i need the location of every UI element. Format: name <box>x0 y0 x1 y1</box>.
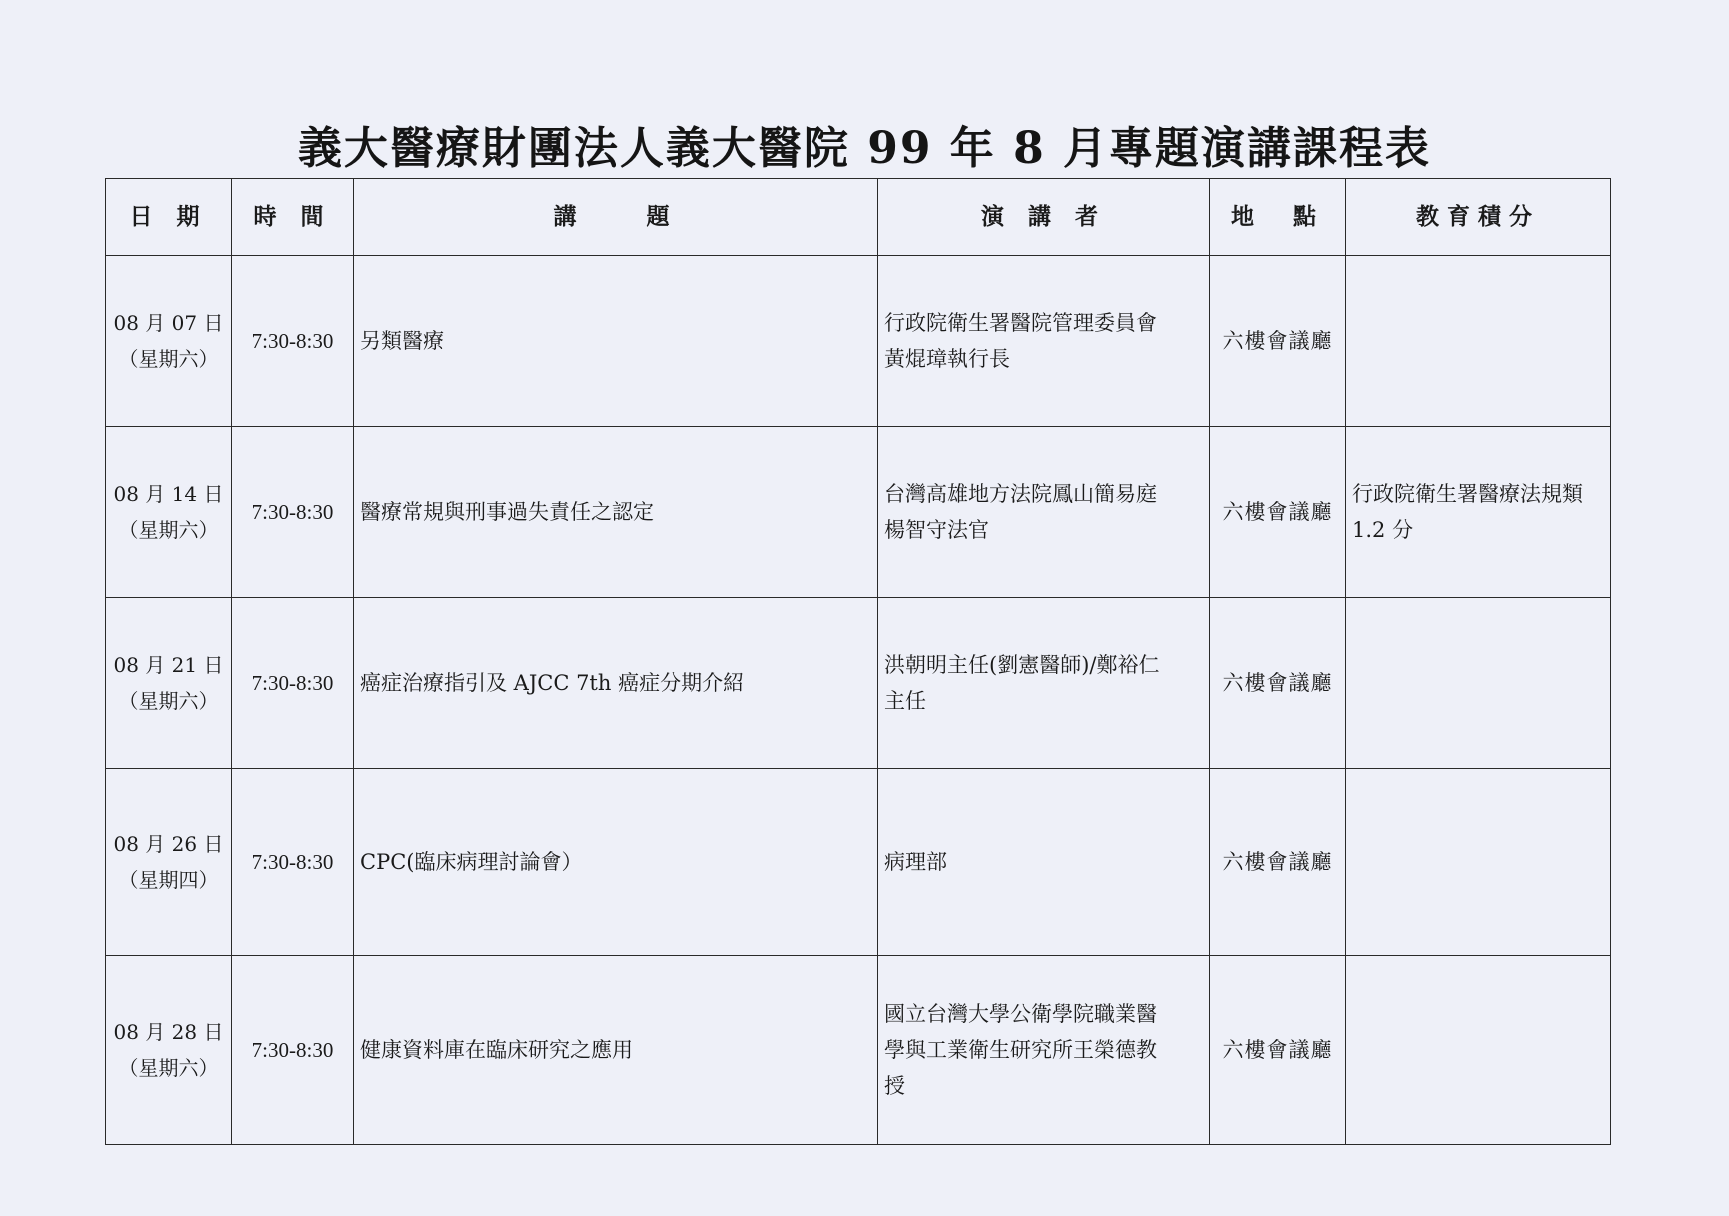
page-title: 義大醫療財團法人義大醫院 99 年 8 月專題演講課程表 <box>297 123 1432 174</box>
venue-cell: 六樓會議廳 <box>1210 769 1346 956</box>
credit-line: 1.2 分 <box>1352 518 1414 542</box>
table-row <box>106 769 1611 956</box>
speaker-cell <box>878 256 1210 427</box>
weekday-text: （星期六） <box>118 1056 219 1080</box>
topic-cell: 醫療常規與刑事過失責任之認定 <box>354 427 878 598</box>
lecture-schedule-table <box>105 178 1611 1145</box>
speaker-line: 黃焜璋執行長 <box>884 347 1010 371</box>
speaker-line: 國立台灣大學公衛學院職業醫 <box>884 1002 1157 1026</box>
speaker-cell <box>878 427 1210 598</box>
venue-cell: 六樓會議廳 <box>1210 427 1346 598</box>
time-cell: 7:30-8:30 <box>232 256 354 427</box>
venue-cell: 六樓會議廳 <box>1210 598 1346 769</box>
date-cell <box>106 427 232 598</box>
date-text: 08 月 21 日 <box>113 653 224 677</box>
weekday-text: （星期六） <box>118 518 219 542</box>
table-header-row <box>106 179 1611 256</box>
date-cell <box>106 256 232 427</box>
weekday-text: （星期六） <box>118 689 219 713</box>
topic-cell: 另類醫療 <box>354 256 878 427</box>
time-cell: 7:30-8:30 <box>232 427 354 598</box>
header-date: 日 期 <box>106 179 232 256</box>
topic-cell: CPC(臨床病理討論會） <box>354 769 878 956</box>
time-cell: 7:30-8:30 <box>232 956 354 1145</box>
header-venue: 地 點 <box>1210 179 1346 256</box>
speaker-line: 主任 <box>884 689 926 713</box>
credit-cell <box>1346 427 1611 598</box>
time-cell: 7:30-8:30 <box>232 769 354 956</box>
header-topic: 講 題 <box>354 179 878 256</box>
speaker-line: 學與工業衛生研究所王榮德教 <box>884 1038 1157 1062</box>
weekday-text: （星期六） <box>118 347 219 371</box>
table-row <box>106 256 1611 427</box>
header-credit: 教育積分 <box>1346 179 1611 256</box>
credit-cell <box>1346 256 1611 427</box>
credit-line: 行政院衛生署醫療法規類 <box>1352 482 1583 506</box>
venue-cell: 六樓會議廳 <box>1210 256 1346 427</box>
topic-cell: 健康資料庫在臨床研究之應用 <box>354 956 878 1145</box>
speaker-line: 病理部 <box>884 850 947 874</box>
credit-cell <box>1346 598 1611 769</box>
date-text: 08 月 28 日 <box>113 1020 224 1044</box>
date-cell <box>106 956 232 1145</box>
credit-cell <box>1346 769 1611 956</box>
date-text: 08 月 26 日 <box>113 832 224 856</box>
speaker-line: 台灣高雄地方法院鳳山簡易庭 <box>884 482 1157 506</box>
date-text: 08 月 07 日 <box>113 311 224 335</box>
weekday-text: （星期四） <box>118 868 219 892</box>
speaker-line: 楊智守法官 <box>884 518 989 542</box>
date-cell <box>106 598 232 769</box>
time-cell: 7:30-8:30 <box>232 598 354 769</box>
speaker-cell <box>878 956 1210 1145</box>
credit-cell <box>1346 956 1611 1145</box>
speaker-line: 授 <box>884 1074 905 1098</box>
table-row <box>106 427 1611 598</box>
header-time: 時 間 <box>232 179 354 256</box>
date-text: 08 月 14 日 <box>113 482 224 506</box>
table-row <box>106 598 1611 769</box>
venue-cell: 六樓會議廳 <box>1210 956 1346 1145</box>
speaker-line: 行政院衛生署醫院管理委員會 <box>884 311 1157 335</box>
header-speaker: 演 講 者 <box>878 179 1210 256</box>
date-cell <box>106 769 232 956</box>
speaker-line: 洪朝明主任(劉憲醫師)/鄭裕仁 <box>884 653 1160 677</box>
topic-cell: 癌症治療指引及 AJCC 7th 癌症分期介紹 <box>354 598 878 769</box>
speaker-cell <box>878 598 1210 769</box>
table-row <box>106 956 1611 1145</box>
speaker-cell <box>878 769 1210 956</box>
